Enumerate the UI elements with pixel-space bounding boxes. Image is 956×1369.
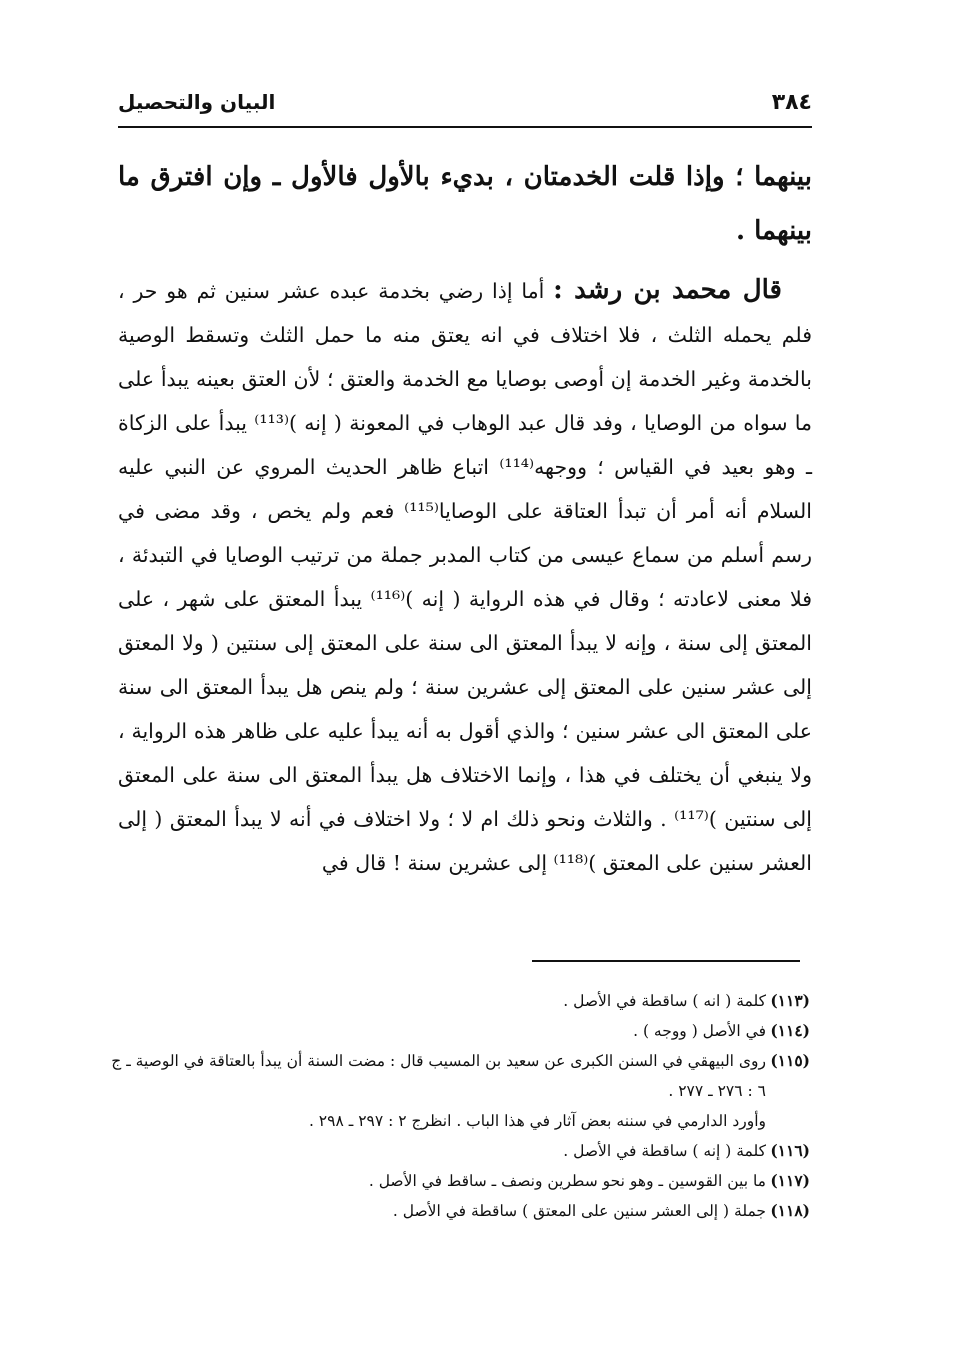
footnote-text: كلمة ( إنه ) ساقطة في الأصل . — [563, 1142, 766, 1160]
page-number: ٣٨٤ — [771, 90, 812, 115]
running-title: البيان والتحصيل — [118, 90, 276, 114]
footnote-number: (١١٣) — [770, 991, 810, 1010]
footnote-number: (١١٨) — [770, 1201, 810, 1220]
footnote-text: كلمة ( انه ) ساقطة في الأصل . — [563, 992, 766, 1010]
footnote — [110, 1136, 810, 1166]
footnote-text: جملة ( إلى العشر سنين على المعتق ) ساقطة في الأصل . — [392, 1202, 766, 1220]
footnotes — [110, 986, 810, 1226]
speaker-label: قال محمد بن رشد : — [553, 275, 782, 305]
footnote — [110, 1196, 810, 1226]
commentary-paragraph — [118, 268, 812, 885]
footnote-number: (١١٥) — [770, 1051, 810, 1070]
continuation-paragraph: بينهما ؛ وإذا قلت الخدمتان ، بديء بالأول فالأول ـ وإن افترق ما بينهما . — [118, 162, 812, 246]
footnote-text: في الأصل ( ووجه ) . — [633, 1022, 766, 1040]
page-header — [118, 88, 812, 124]
footnote-rule — [532, 960, 800, 962]
footnote-number: (١١٤) — [770, 1021, 810, 1040]
footnote-continuation: وأورد الدارمي في سننه بعض آثار في هذا الباب . انظرج ٢ : ٢٩٧ ـ ٢٩٨ . — [308, 1112, 766, 1130]
main-text — [118, 150, 812, 885]
footnote-number: (١١٦) — [770, 1141, 810, 1160]
header-rule — [118, 126, 812, 128]
footnote-text: ما بين القوسين ـ وهو نحو سطرين ونصف ـ ساقط في الأصل . — [368, 1172, 766, 1190]
footnote — [110, 986, 810, 1016]
footnote — [110, 1046, 810, 1106]
footnote-text: روى البيهقي في السنن الكبرى عن سعيد بن المسيب قال : مضت السنة أن يبدأ بالعتاقة في الوصية ـ ج ٦ : ٢٧٦ ـ ٢٧٧ . — [111, 1052, 766, 1100]
commentary-text: أما إذا رضي بخدمة عبده عشر سنين ثم هو حر ، فلم يحمله الثلث ، فلا اختلاف في انه يعتق منه ما حمل الثلث وتسقط الوصية بالخدمة وغير الخدمة إن أوصى بوصايا مع الخدمة والعتق ؛ لأن العتق بعينه يبدأ على ما سواه من الوصايا ، وفد قال عبد الوهاب في المعونة ( إنه )⁽¹¹³⁾ يبدأ على الزكاة ـ وهو بعيد في القياس ؛ ووجهه⁽¹¹⁴⁾ اتباع ظاهر الحديث المروي عن النبي عليه السلام أنه أمر أن تبدأ العتاقة على الوصايا⁽¹¹⁵⁾ فعم ولم يخص ، وقد مضى في رسم أسلم من سماع عيسى من كتاب المدبر جملة من ترتيب الوصايا في التبدئة ، فلا معنى لاعادته ؛ وقال في هذه الرواية ( إنه )⁽¹¹⁶⁾ يبدأ المعتق على شهر ، على المعتق إلى سنة ، وإنه لا يبدأ المعتق الى سنة على المعتق إلى سنتين ( ولا المعتق إلى عشر سنين على المعتق إلى عشرين سنة ؛ ولم ينص هل يبدأ المعتق الى سنة على المعتق الى عشر سنين ؛ والذي أقول به أنه يبدأ عليه على ظاهر هذه الرواية ، ولا ينبغي أن يختلف في هذا ، وإنما الاختلاف هل يبدأ المعتق الى سنة على المعتق إلى سنتين )⁽¹¹⁷⁾ . والثلاث ونحو ذلك ام لا ؛ ولا اختلاف في أنه لا يبدأ المعتق ( إلى العشر سنين على المعتق )⁽¹¹⁸⁾ إلى عشرين سنة ! قال في — [118, 279, 812, 875]
footnote-number: (١١٧) — [770, 1171, 810, 1190]
footnote — [110, 1016, 810, 1046]
footnote — [110, 1166, 810, 1196]
